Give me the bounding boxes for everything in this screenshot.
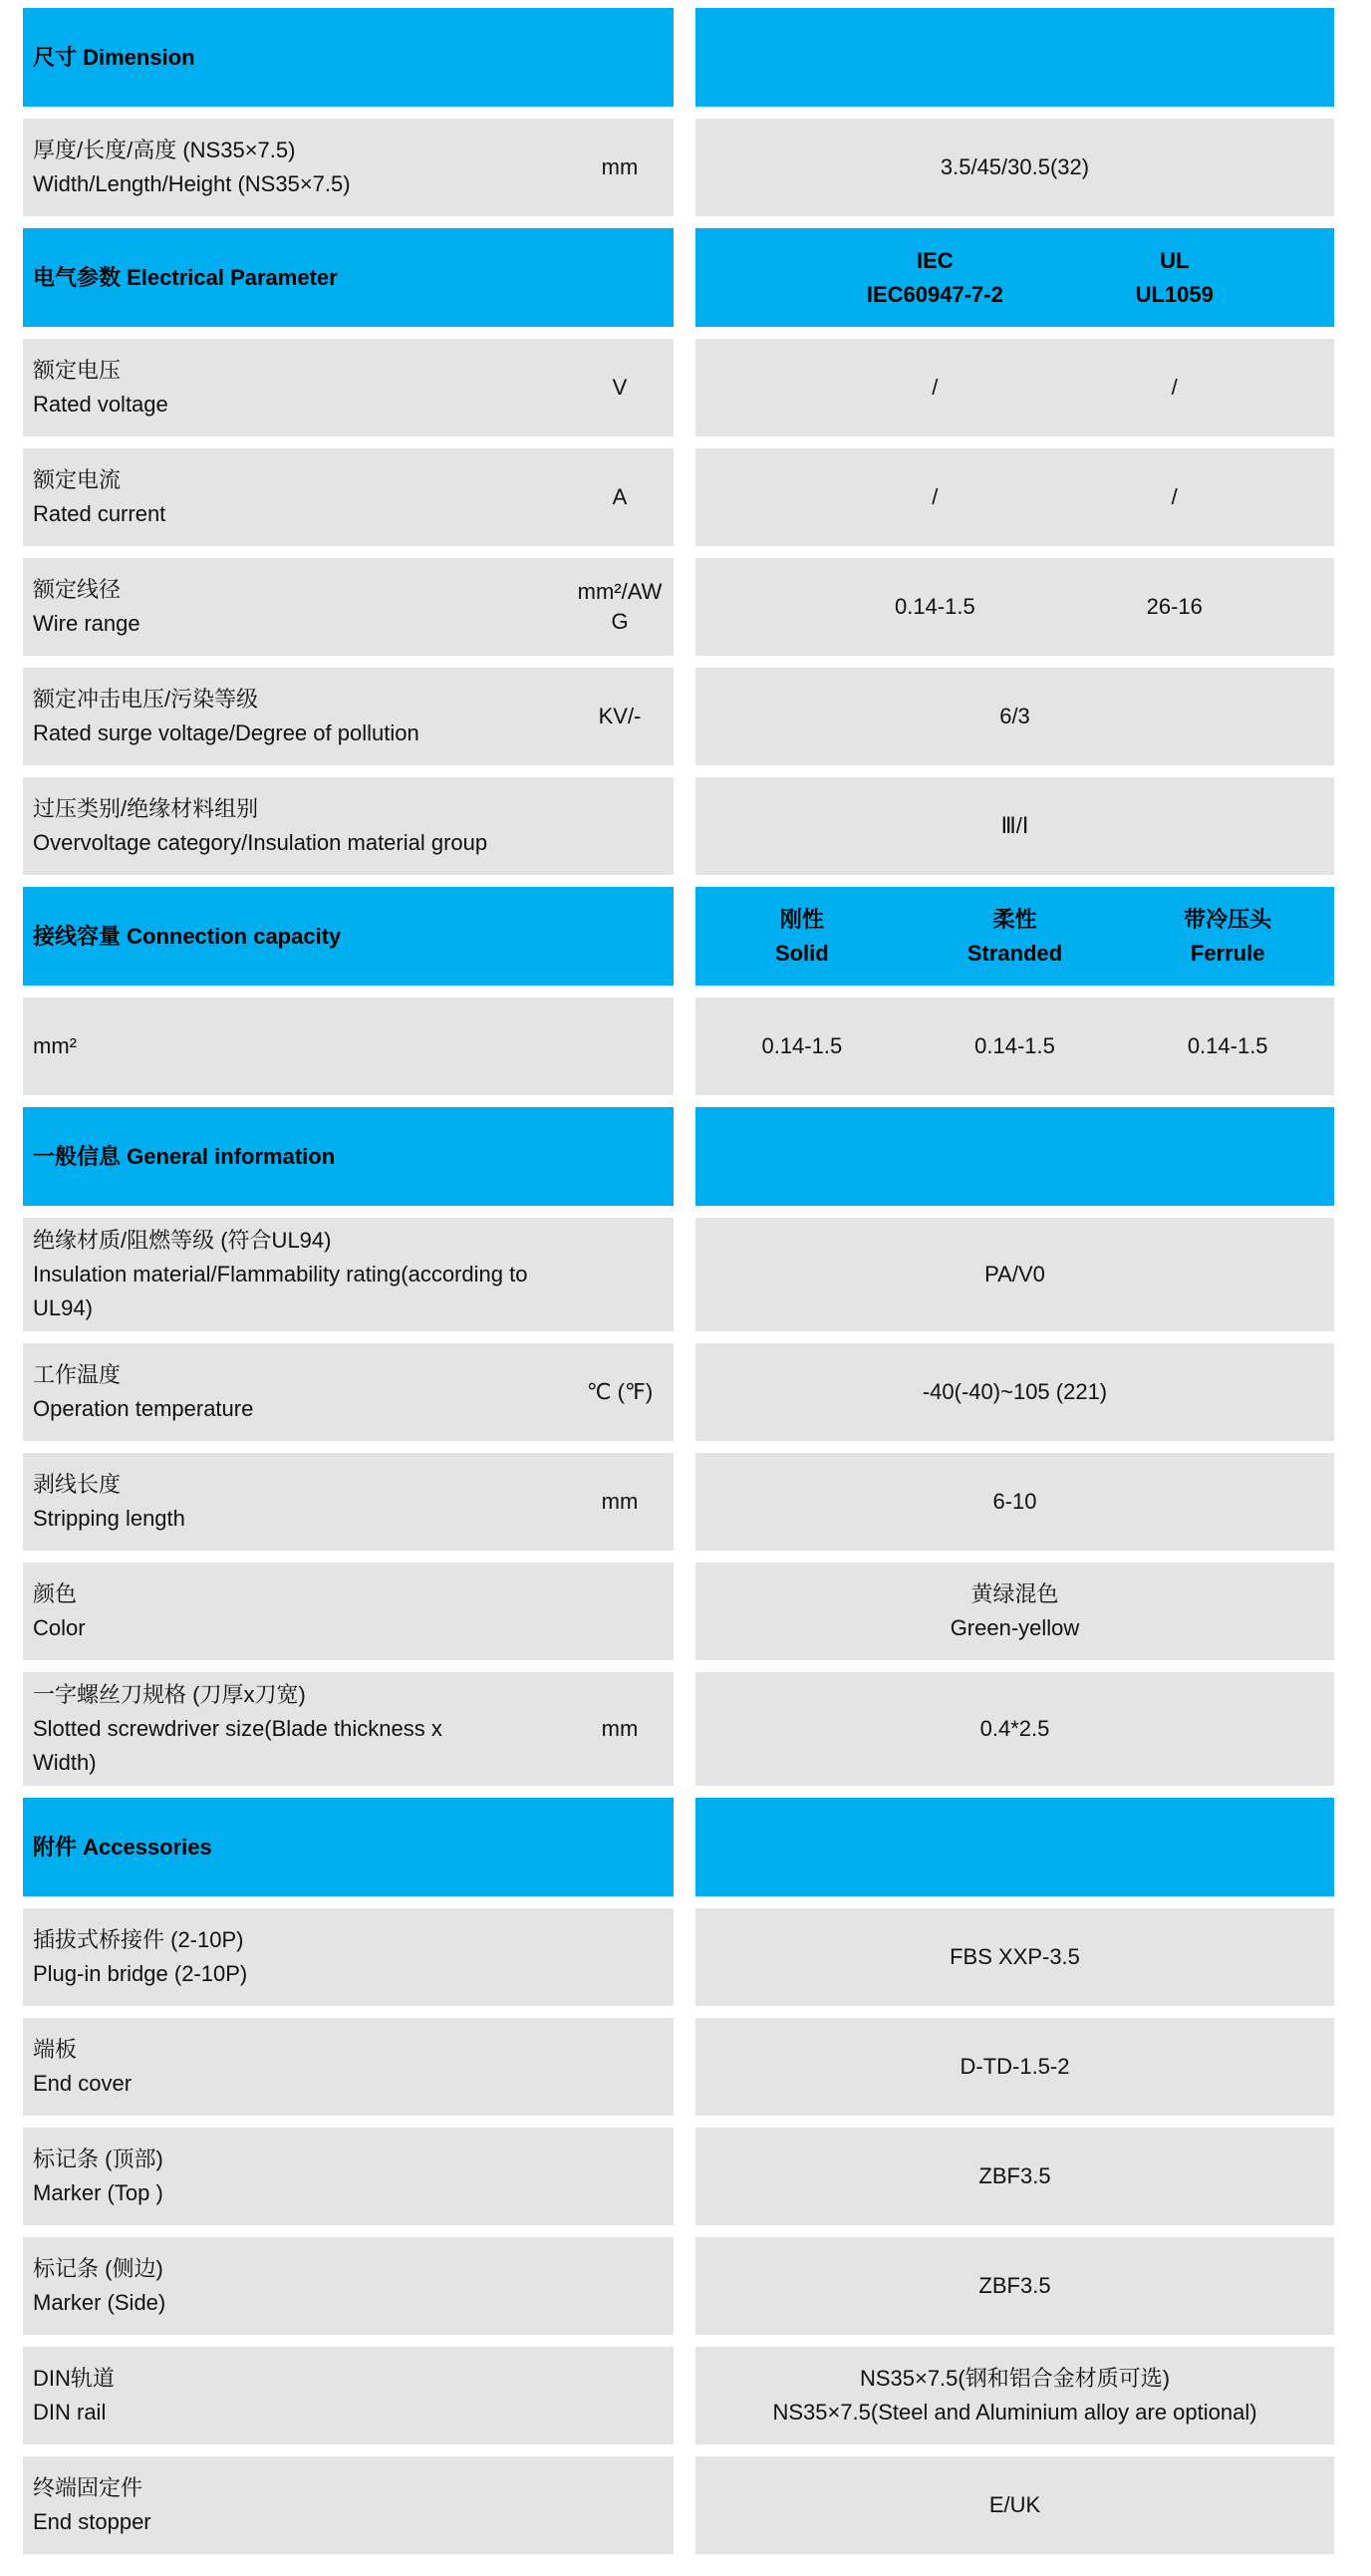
row-value — [695, 2159, 1334, 2193]
spec-row — [23, 2018, 1334, 2116]
section-title: 接线容量 Connection capacity — [33, 923, 342, 949]
row-value — [695, 2269, 1334, 2303]
row-label-line: 工作温度 — [33, 1362, 122, 1387]
row-label-line: Marker (Top ) — [33, 2180, 163, 2205]
row-value-cell — [695, 1908, 1334, 2006]
row-value — [1040, 480, 1308, 514]
row-label-line: 额定电压 — [33, 358, 122, 383]
section-title-cell — [23, 8, 674, 107]
row-label-line: End stopper — [33, 2509, 151, 2534]
row-value — [695, 1577, 1334, 1645]
column-header-line: 刚性 — [779, 906, 824, 932]
row-value-line: NS35×7.5(钢和铝合金材质可选) — [859, 2366, 1171, 2391]
row-label-line: 厚度/长度/高度 (NS35×7.5) — [33, 138, 296, 162]
row-label — [33, 1468, 576, 1536]
column-header-line: Solid — [774, 940, 829, 966]
row-label-line: 端板 — [33, 2037, 78, 2062]
row-value — [695, 1029, 909, 1063]
row-label-line: Marker (Side) — [33, 2290, 166, 2315]
section-title-cell — [23, 228, 674, 327]
row-value-cell — [695, 1672, 1334, 1786]
row-label — [33, 2362, 576, 2430]
row-value-cell — [695, 1563, 1334, 1660]
row-value-cell — [695, 339, 1334, 436]
row-label-cell — [23, 2128, 674, 2225]
row-value-line: 0.14-1.5 — [761, 1033, 843, 1058]
column-header-line: 带冷压头 — [1184, 906, 1272, 932]
row-label-line: 一字螺丝刀规格 (刀厚x刀宽) — [33, 1682, 306, 1707]
row-value-line: / — [1171, 484, 1178, 509]
row-value-cell — [695, 119, 1334, 216]
section-title: 尺寸 Dimension — [33, 44, 195, 70]
row-label-cell — [23, 1908, 674, 2006]
row-value — [695, 150, 1334, 184]
row-value-line: 0.4*2.5 — [979, 1716, 1050, 1741]
row-value-line: 6/3 — [999, 704, 1030, 728]
row-label-cell — [23, 1453, 674, 1551]
row-label-line: Width) — [33, 1750, 97, 1775]
row-value-line: ZBF3.5 — [978, 2163, 1051, 2188]
spec-row — [23, 448, 1334, 546]
row-value-cell — [695, 2456, 1334, 2554]
row-value — [695, 1375, 1334, 1409]
row-label-cell — [23, 668, 674, 765]
column-header — [909, 903, 1122, 971]
row-label-line: Wire range — [33, 611, 140, 636]
row-value-cell — [695, 2018, 1334, 2116]
row-label — [33, 2252, 576, 2320]
row-value — [695, 2488, 1334, 2522]
spec-row — [23, 119, 1334, 216]
section-header-row — [23, 228, 1334, 327]
row-label-line: Overvoltage category/Insulation material group — [33, 830, 488, 855]
spec-row — [23, 1453, 1334, 1551]
row-value-line: 0.14-1.5 — [974, 1033, 1055, 1058]
spec-row — [23, 2347, 1334, 2444]
spec-row — [23, 2128, 1334, 2225]
row-label-cell — [23, 998, 674, 1095]
row-label — [33, 134, 576, 201]
row-value — [695, 809, 1334, 843]
spec-row — [23, 1908, 1334, 2006]
row-label — [33, 2033, 576, 2101]
row-label — [33, 354, 576, 422]
row-value-line: 26-16 — [1146, 594, 1203, 619]
row-value-cell — [695, 558, 1334, 656]
row-label-cell — [23, 1563, 674, 1660]
section-title-cell — [23, 1107, 674, 1206]
row-label-line: 插拔式桥接件 (2-10P) — [33, 1927, 244, 1952]
row-value-line: 黄绿混色 — [970, 1581, 1059, 1606]
row-label-line: DIN rail — [33, 2400, 107, 2425]
spec-row — [23, 1343, 1334, 1441]
spec-row — [23, 1218, 1334, 1331]
row-value-cell — [695, 998, 1334, 1095]
column-header — [695, 903, 909, 971]
row-label — [33, 1577, 576, 1645]
row-value-line: / — [932, 375, 939, 400]
row-label-cell — [23, 2018, 674, 2116]
row-label-line: UL94) — [33, 1295, 93, 1320]
row-value — [695, 2362, 1334, 2430]
section-columns-cell — [695, 1798, 1334, 1896]
section-title: 附件 Accessories — [33, 1834, 212, 1860]
row-value — [695, 2050, 1334, 2084]
section-title: 电气参数 Electrical Parameter — [33, 264, 338, 290]
row-value-cell — [695, 2347, 1334, 2444]
row-label-line: Width/Length/Height (NS35×7.5) — [33, 171, 351, 196]
row-value-line: -40(-40)~105 (221) — [922, 1379, 1108, 1404]
spec-row — [23, 558, 1334, 656]
row-unit: ℃ (℉) — [586, 1379, 654, 1404]
spec-row — [23, 1672, 1334, 1786]
row-label — [33, 1358, 576, 1426]
row-label-line: Stripping length — [33, 1506, 185, 1531]
row-label-line: Plug-in bridge (2-10P) — [33, 1961, 248, 1986]
row-value-cell — [695, 1343, 1334, 1441]
row-label — [33, 463, 576, 531]
row-label-line: Rated current — [33, 501, 166, 526]
row-value — [1040, 590, 1308, 624]
row-value-line: D-TD-1.5-2 — [960, 2054, 1070, 2079]
row-value-line: ZBF3.5 — [978, 2273, 1051, 2298]
row-label-line: 标记条 (侧边) — [33, 2256, 163, 2281]
row-label-cell — [23, 448, 674, 546]
row-value-line: Ⅲ/Ⅰ — [1000, 813, 1029, 838]
row-value-cell — [695, 668, 1334, 765]
row-label-line: DIN轨道 — [33, 2366, 115, 2391]
row-label-line: 标记条 (顶部) — [33, 2147, 163, 2171]
spec-row — [23, 339, 1334, 436]
spec-row — [23, 998, 1334, 1095]
row-unit: mm — [601, 1489, 639, 1514]
column-header-line: UL1059 — [1135, 281, 1214, 307]
row-value — [695, 700, 1334, 733]
spec-row — [23, 1563, 1334, 1660]
section-columns-cell — [695, 228, 1334, 327]
row-unit: V — [612, 375, 628, 400]
row-label-cell — [23, 558, 674, 656]
row-unit: mm — [601, 154, 639, 179]
row-value-line: 6-10 — [992, 1489, 1037, 1514]
row-label — [33, 1923, 576, 1991]
row-label — [33, 792, 576, 860]
row-value-line: NS35×7.5(Steel and Aluminium alloy are optional) — [772, 2400, 1257, 2425]
column-header-line: IEC60947-7-2 — [866, 281, 1003, 307]
row-label-cell — [23, 1672, 674, 1786]
row-label-cell — [23, 339, 674, 436]
row-value — [695, 1712, 1334, 1746]
row-label — [33, 573, 576, 641]
row-label-cell — [23, 777, 674, 875]
section-title-cell — [23, 1798, 674, 1896]
section-header-row — [23, 1107, 1334, 1206]
row-label-line: Operation temperature — [33, 1396, 254, 1421]
row-label — [33, 1224, 576, 1325]
spec-row — [23, 2456, 1334, 2554]
row-value-cell — [695, 2237, 1334, 2335]
column-header-line: 柔性 — [992, 906, 1037, 932]
row-label-line: mm² — [33, 1033, 77, 1058]
row-value-line: 0.14-1.5 — [895, 594, 975, 619]
row-label-cell — [23, 1343, 674, 1441]
row-value-line: 3.5/45/30.5(32) — [940, 154, 1090, 179]
row-label-line: 颜色 — [33, 1581, 78, 1606]
row-value-cell — [695, 777, 1334, 875]
section-columns-cell — [695, 1107, 1334, 1206]
row-label-line: 剥线长度 — [33, 1472, 122, 1497]
row-label-line: Color — [33, 1615, 86, 1640]
column-header — [1040, 244, 1308, 312]
section-header-row — [23, 8, 1334, 107]
row-value-cell — [695, 448, 1334, 546]
row-label-line: 额定电流 — [33, 467, 122, 492]
row-value-line: 0.14-1.5 — [1187, 1033, 1268, 1058]
column-header-line: IEC — [917, 247, 954, 273]
row-label — [33, 2143, 576, 2210]
row-value-line: E/UK — [988, 2492, 1041, 2517]
column-header — [1121, 903, 1334, 971]
row-value-cell — [695, 1218, 1334, 1331]
row-value — [695, 1485, 1334, 1519]
row-unit: mm — [601, 1716, 639, 1741]
section-columns-cell — [695, 887, 1334, 986]
section-columns-cell — [695, 8, 1334, 107]
row-value — [695, 1940, 1334, 1974]
column-header-line: Ferrule — [1190, 940, 1265, 966]
row-label-cell — [23, 2237, 674, 2335]
row-value-cell — [695, 2128, 1334, 2225]
row-label — [33, 683, 576, 750]
section-title: 一般信息 General information — [33, 1143, 336, 1169]
row-label-line: 额定冲击电压/污染等级 — [33, 687, 259, 712]
row-label-line: End cover — [33, 2071, 133, 2096]
row-value — [1040, 371, 1308, 405]
section-header-row — [23, 1798, 1334, 1896]
row-unit: A — [612, 484, 628, 509]
row-label-cell — [23, 2456, 674, 2554]
column-header-line: Stranded — [966, 940, 1063, 966]
section-title-cell — [23, 887, 674, 986]
column-header-line: UL — [1160, 247, 1190, 273]
row-value-line: PA/V0 — [984, 1262, 1045, 1287]
spec-row — [23, 777, 1334, 875]
row-label-line: Insulation material/Flammability rating(according to — [33, 1262, 528, 1287]
row-label-line: Rated surge voltage/Degree of pollution — [33, 720, 419, 745]
row-unit: mm²/AWG — [577, 579, 663, 634]
row-label — [33, 2471, 576, 2539]
row-value-line: Green-yellow — [950, 1615, 1080, 1640]
row-value-line: FBS XXP-3.5 — [950, 1944, 1080, 1969]
row-label-cell — [23, 2347, 674, 2444]
row-value — [909, 1029, 1122, 1063]
row-label-line: 绝缘材质/阻燃等级 (符合UL94) — [33, 1228, 332, 1253]
row-label-line: 终端固定件 — [33, 2475, 143, 2500]
row-label-line: 过压类别/绝缘材料组别 — [33, 796, 259, 821]
row-value-cell — [695, 1453, 1334, 1551]
row-value-line: / — [1171, 375, 1178, 400]
row-label-line: Rated voltage — [33, 392, 168, 417]
row-value-line: / — [932, 484, 939, 509]
row-value — [695, 1258, 1334, 1291]
row-label-cell — [23, 1218, 674, 1331]
row-label-cell — [23, 119, 674, 216]
row-value — [1121, 1029, 1334, 1063]
row-unit: KV/- — [598, 704, 642, 728]
row-label-line: 额定线径 — [33, 577, 122, 602]
row-label — [33, 1678, 576, 1780]
spec-row — [23, 668, 1334, 765]
row-label-line: Slotted screwdriver size(Blade thickness x — [33, 1716, 442, 1741]
spec-row — [23, 2237, 1334, 2335]
section-header-row — [23, 887, 1334, 986]
row-label — [33, 1029, 576, 1063]
